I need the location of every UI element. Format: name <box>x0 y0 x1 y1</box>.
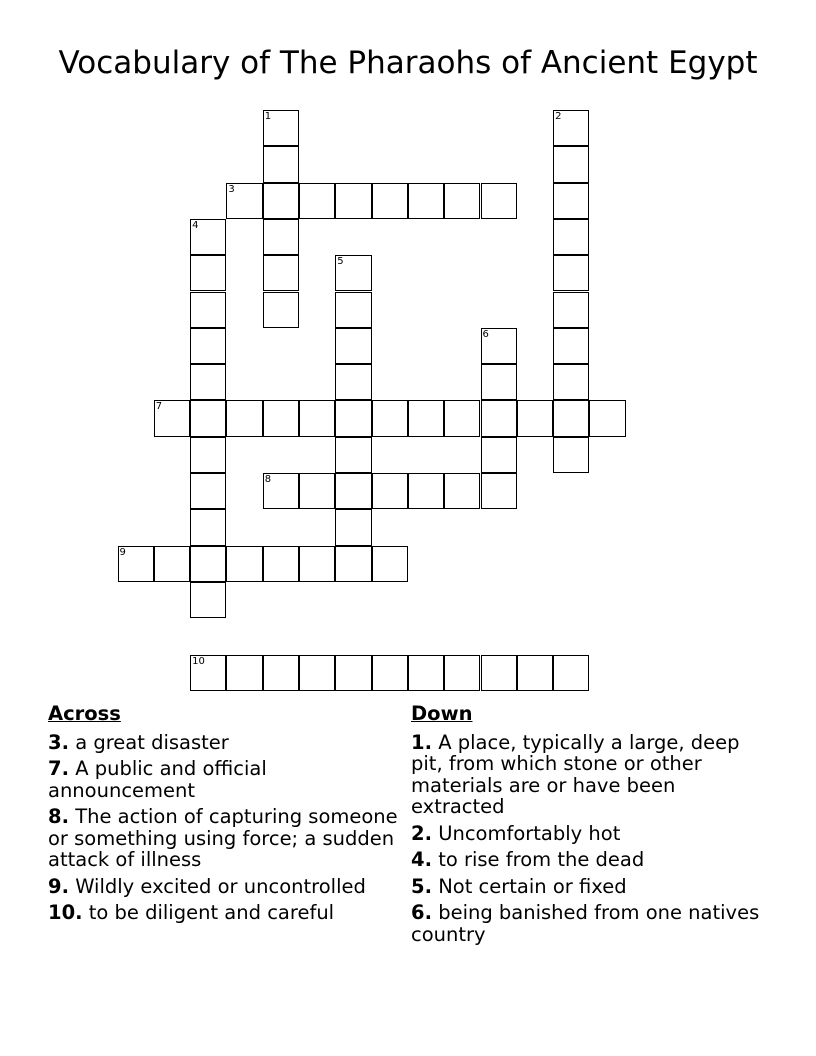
clue-number-label: 9 <box>119 546 126 558</box>
clue-number-label: 1 <box>264 111 272 122</box>
grid-cell[interactable] <box>299 546 335 582</box>
clue-number: 9. <box>48 874 69 898</box>
clue-number-label: 3 <box>228 183 235 195</box>
grid-cell[interactable] <box>372 473 408 509</box>
grid-cell[interactable] <box>154 400 190 436</box>
grid-cell[interactable] <box>263 400 299 436</box>
grid-cell[interactable] <box>444 183 480 219</box>
grid-cell[interactable] <box>118 546 154 582</box>
grid-cell[interactable] <box>481 364 517 400</box>
down-clue <box>411 876 771 898</box>
grid-cell[interactable] <box>263 219 299 255</box>
grid-cell[interactable] <box>154 546 190 582</box>
clue-number: 4. <box>411 848 432 871</box>
across-clue <box>48 876 398 898</box>
grid-cell[interactable] <box>190 437 226 473</box>
clue-number-label: 2 <box>555 111 562 122</box>
across-clue <box>48 758 398 801</box>
grid-cell[interactable] <box>589 400 625 436</box>
grid-cell[interactable] <box>190 219 226 255</box>
clue-number-label: 5 <box>337 256 344 268</box>
across-heading: Across <box>48 702 121 725</box>
clue-text: A place, typically a large, deep pit, from which stone or other materials are or have been extracted <box>411 730 740 818</box>
down-clue <box>411 849 771 871</box>
clue-number-label: 6 <box>482 328 489 340</box>
clue-number: 6. <box>411 901 432 924</box>
grid-cell[interactable] <box>553 183 589 219</box>
grid-cell[interactable] <box>481 328 517 364</box>
grid-cell[interactable] <box>263 110 299 146</box>
grid-cell[interactable] <box>444 655 480 691</box>
grid-cell[interactable] <box>190 364 226 400</box>
grid-cell[interactable] <box>408 400 444 436</box>
clue-number-label: 4 <box>192 219 199 231</box>
grid-cell[interactable] <box>517 400 553 436</box>
grid-cell[interactable] <box>263 255 299 291</box>
grid-cell[interactable] <box>335 437 371 473</box>
grid-cell[interactable] <box>553 255 589 291</box>
grid-cell[interactable] <box>299 183 335 219</box>
grid-cell[interactable] <box>190 546 226 582</box>
grid-cell[interactable] <box>263 146 299 182</box>
grid-cell[interactable] <box>372 546 408 582</box>
grid-cell[interactable] <box>226 546 262 582</box>
grid-cell[interactable] <box>190 655 226 691</box>
clue-number: 3. <box>48 730 69 754</box>
grid-cell[interactable] <box>335 509 371 545</box>
grid-cell[interactable] <box>335 328 371 364</box>
grid-cell[interactable] <box>553 328 589 364</box>
across-clues <box>48 703 398 929</box>
grid-cell[interactable] <box>553 146 589 182</box>
grid-cell[interactable] <box>226 400 262 436</box>
clue-text: a great disaster <box>75 730 229 754</box>
grid-cell[interactable] <box>190 255 226 291</box>
grid-cell[interactable] <box>299 655 335 691</box>
grid-cell[interactable] <box>444 473 480 509</box>
clue-text: Wildly excited or uncontrolled <box>75 874 366 898</box>
clue-text: to rise from the dead <box>438 848 645 871</box>
grid-cell[interactable] <box>299 473 335 509</box>
clue-text: Uncomfortably hot <box>438 821 621 845</box>
grid-cell[interactable] <box>372 655 408 691</box>
clue-text: The action of capturing someone or something using force; a sudden attack of illness <box>48 805 398 871</box>
grid-cell[interactable] <box>335 183 371 219</box>
page-title: Vocabulary of The Pharaohs of Ancient Egypt <box>58 45 758 81</box>
grid-cell[interactable] <box>372 183 408 219</box>
grid-cell[interactable] <box>263 473 299 509</box>
grid-cell[interactable] <box>408 183 444 219</box>
across-clue <box>48 902 398 924</box>
grid-cell[interactable] <box>481 400 517 436</box>
clue-number: 2. <box>411 821 432 845</box>
clue-number: 1. <box>411 730 432 754</box>
grid-cell[interactable] <box>481 655 517 691</box>
grid-cell[interactable] <box>408 473 444 509</box>
grid-cell[interactable] <box>190 400 226 436</box>
clue-text: being banished from one natives country <box>411 901 760 946</box>
grid-cell[interactable] <box>335 292 371 328</box>
clue-number: 10. <box>48 901 83 924</box>
grid-cell[interactable] <box>517 655 553 691</box>
down-clue <box>411 902 771 945</box>
grid-cell[interactable] <box>226 655 262 691</box>
grid-cell[interactable] <box>190 473 226 509</box>
clue-text: A public and official announcement <box>48 757 267 802</box>
grid-cell[interactable] <box>263 292 299 328</box>
grid-cell[interactable] <box>335 364 371 400</box>
grid-cell[interactable] <box>372 400 408 436</box>
grid-cell[interactable] <box>481 437 517 473</box>
grid-cell[interactable] <box>335 655 371 691</box>
grid-cell[interactable] <box>190 292 226 328</box>
grid-cell[interactable] <box>335 255 371 291</box>
clue-number-label: 10 <box>192 655 205 667</box>
grid-cell[interactable] <box>553 364 589 400</box>
clue-text: to be diligent and careful <box>88 901 335 924</box>
clue-number: 5. <box>411 874 432 898</box>
grid-cell[interactable] <box>553 655 589 691</box>
clue-text: Not certain or fixed <box>438 874 627 898</box>
grid-cell[interactable] <box>553 437 589 473</box>
grid-cell[interactable] <box>190 509 226 545</box>
grid-cell[interactable] <box>408 655 444 691</box>
grid-cell[interactable] <box>263 655 299 691</box>
down-clues <box>411 703 771 950</box>
across-clue <box>48 806 398 871</box>
grid-cell[interactable] <box>553 400 589 436</box>
grid-cell[interactable] <box>553 110 589 146</box>
grid-cell[interactable] <box>481 473 517 509</box>
grid-cell[interactable] <box>553 292 589 328</box>
grid-cell[interactable] <box>553 219 589 255</box>
across-clue <box>48 732 398 754</box>
clue-number-label: 8 <box>264 474 272 485</box>
grid-cell[interactable] <box>335 546 371 582</box>
grid-cell[interactable] <box>444 400 480 436</box>
grid-cell[interactable] <box>190 328 226 364</box>
clue-number: 7. <box>48 757 69 780</box>
grid-cell[interactable] <box>190 582 226 618</box>
grid-cell[interactable] <box>335 473 371 509</box>
grid-cell[interactable] <box>335 400 371 436</box>
clue-number: 8. <box>48 805 69 828</box>
down-heading: Down <box>411 702 473 725</box>
grid-cell[interactable] <box>263 546 299 582</box>
clue-number-label: 7 <box>155 401 163 413</box>
down-clue <box>411 823 771 845</box>
down-clue <box>411 732 771 818</box>
grid-cell[interactable] <box>263 183 299 219</box>
grid-cell[interactable] <box>481 183 517 219</box>
grid-cell[interactable] <box>226 183 262 219</box>
grid-cell[interactable] <box>299 400 335 436</box>
